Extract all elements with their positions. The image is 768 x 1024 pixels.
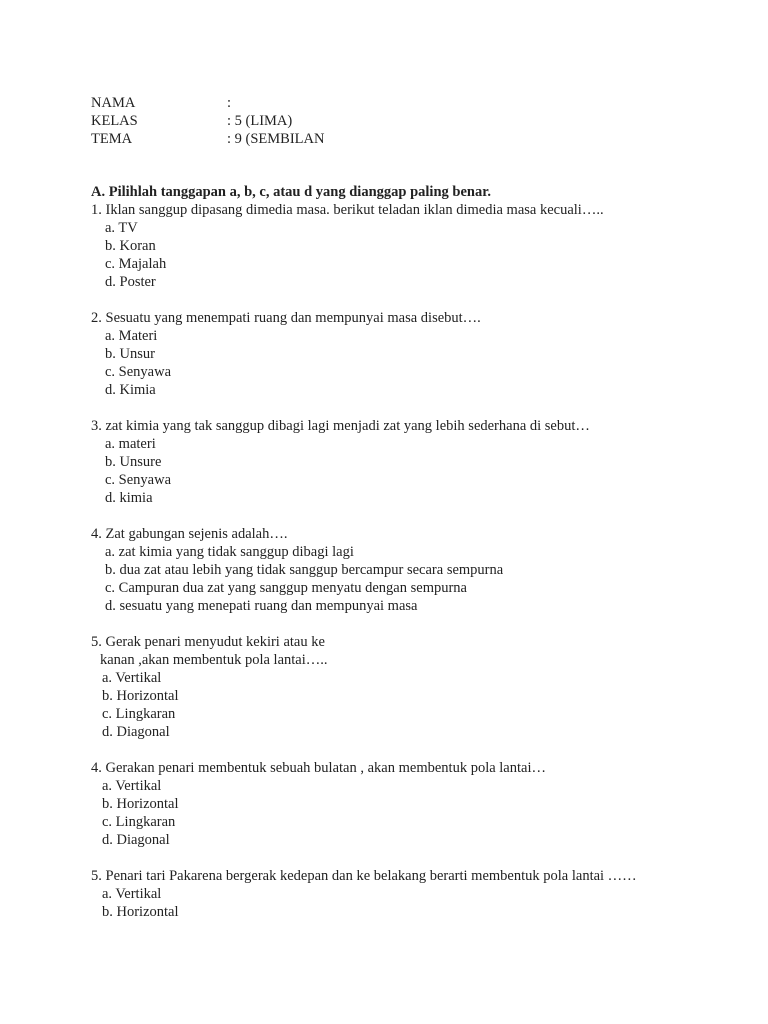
answer-option: a. zat kimia yang tidak sanggup dibagi lagi	[105, 544, 354, 560]
question-text: 3. zat kimia yang tak sanggup dibagi lagi menjadi zat yang lebih sederhana di sebut…	[91, 418, 590, 434]
header-row-nama	[91, 94, 324, 112]
header-row-kelas	[91, 112, 324, 130]
header-value: : 5 (LIMA)	[227, 113, 293, 129]
answer-option: a. materi	[105, 436, 156, 452]
answer-option: b. Horizontal	[102, 796, 179, 812]
answer-option: c. Lingkaran	[102, 706, 176, 722]
answer-option: c. Senyawa	[105, 364, 172, 380]
answer-option: b. Unsure	[105, 454, 162, 470]
section-title: A. Pilihlah tanggapan a, b, c, atau d yang dianggap paling benar.	[91, 184, 491, 200]
question-5	[91, 633, 731, 741]
answer-options	[91, 435, 731, 507]
question-2	[91, 309, 731, 399]
header-value: : 9 (SEMBILAN	[227, 131, 325, 147]
answer-option: c. Campuran dua zat yang sanggup menyatu dengan sempurna	[105, 580, 467, 596]
question-text-continued: kanan ,akan membentuk pola lantai…..	[100, 652, 328, 668]
question-text: 5. Penari tari Pakarena bergerak kedepan dan ke belakang berarti membentuk pola lantai ……	[91, 868, 637, 884]
question-4	[91, 525, 731, 615]
student-info-header	[91, 94, 324, 148]
answer-option: d. Diagonal	[102, 832, 170, 848]
answer-option: b. Koran	[105, 238, 156, 254]
header-label: NAMA	[91, 95, 136, 111]
answer-option: c. Lingkaran	[102, 814, 176, 830]
answer-options	[91, 219, 731, 291]
question-text: 5. Gerak penari menyudut kekiri atau ke	[91, 634, 325, 650]
header-value: :	[227, 95, 232, 111]
answer-option: b. Horizontal	[102, 904, 179, 920]
header-label: KELAS	[91, 113, 138, 129]
answer-options	[91, 777, 731, 849]
answer-options	[91, 669, 731, 741]
answer-option: b. Horizontal	[102, 688, 179, 704]
answer-option: d. Poster	[105, 274, 156, 290]
header-row-tema	[91, 130, 324, 148]
question-1	[91, 201, 731, 291]
question-6	[91, 759, 731, 849]
header-label: TEMA	[91, 131, 133, 147]
answer-option: a. Vertikal	[102, 670, 162, 686]
answer-option: c. Majalah	[105, 256, 167, 272]
question-text: 1. Iklan sanggup dipasang dimedia masa. berikut teladan iklan dimedia masa kecuali…..	[91, 202, 604, 218]
answer-option: d. sesuatu yang menepati ruang dan mempunyai masa	[105, 598, 418, 614]
question-text: 4. Zat gabungan sejenis adalah….	[91, 526, 288, 542]
answer-option: d. Kimia	[105, 382, 156, 398]
answer-option: d. kimia	[105, 490, 153, 506]
answer-option: d. Diagonal	[102, 724, 170, 740]
question-text: 4. Gerakan penari membentuk sebuah bulatan , akan membentuk pola lantai…	[91, 760, 546, 776]
answer-option: a. Vertikal	[102, 778, 162, 794]
answer-options	[91, 885, 731, 921]
answer-options	[91, 543, 731, 615]
answer-option: b. Unsur	[105, 346, 155, 362]
answer-option: a. Materi	[105, 328, 158, 344]
question-7	[91, 867, 731, 921]
answer-option: a. TV	[105, 220, 138, 236]
answer-option: c. Senyawa	[105, 472, 172, 488]
answer-option: b. dua zat atau lebih yang tidak sanggup bercampur secara sempurna	[105, 562, 504, 578]
answer-options	[91, 327, 731, 399]
answer-option: a. Vertikal	[102, 886, 162, 902]
question-3	[91, 417, 731, 507]
question-text: 2. Sesuatu yang menempati ruang dan mempunyai masa disebut….	[91, 310, 481, 326]
question-section	[91, 183, 731, 939]
